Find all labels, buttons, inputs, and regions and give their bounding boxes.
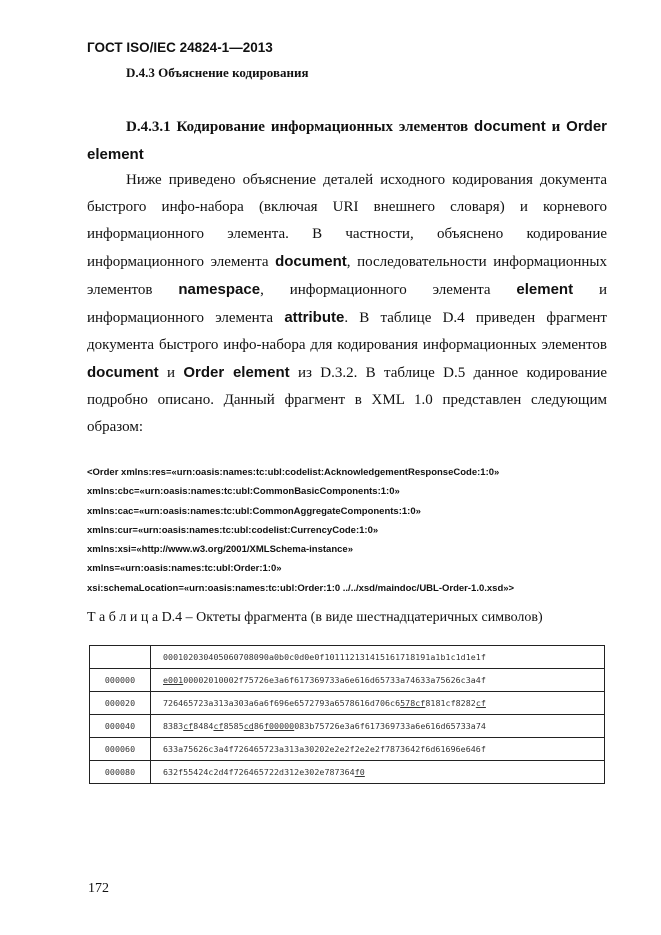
hex-cell xyxy=(151,715,605,738)
hex-segment-underlined: e001 xyxy=(163,675,184,685)
hex-segment: 8585 xyxy=(223,721,244,731)
paragraph-part: . В таблице D.4 приведен фрагмент документа быстрого инфо-набора для кодирования информационных элементов xyxy=(87,310,607,353)
hex-cell xyxy=(151,692,605,715)
hex-segment-underlined: 578cf xyxy=(400,698,426,708)
term-document: document xyxy=(87,364,159,381)
paragraph-part: из D.3.2. В таблице D.5 данное кодирование подробно описано. Данный фрагмент в XML 1.0 представлен следующим образом: xyxy=(87,365,608,435)
term-namespace: namespace xyxy=(178,281,261,298)
hex-segment-underlined: cd xyxy=(243,721,254,731)
table-row xyxy=(90,669,605,692)
page-number: 172 xyxy=(88,881,109,896)
offset-cell: 000080 xyxy=(90,761,151,784)
subsection-conj: и xyxy=(551,119,561,135)
hex-segment: 632f55424c2d4f726465722d312e302e787364 xyxy=(163,767,355,777)
code-line: xsi:schemaLocation=«urn:oasis:names:tc:ubl:Order:1:0 ../../xsd/maindoc/UBL-Order-1.0.xsd»> xyxy=(87,582,515,594)
table-header-row xyxy=(90,646,605,669)
hex-segment: 8181cf8282 xyxy=(425,698,476,708)
body-paragraph xyxy=(87,167,607,441)
table-row xyxy=(90,761,605,784)
offset-cell: 000040 xyxy=(90,715,151,738)
paragraph-part: и xyxy=(167,365,176,381)
offset-cell: 000020 xyxy=(90,692,151,715)
hex-cell xyxy=(151,669,605,692)
subsection-text: Кодирование информационных элементов xyxy=(176,119,469,135)
paragraph-part: , последовательности информационных элементов xyxy=(87,254,607,298)
hex-segment: 726465723a313a303a6a6f696e6572793a6578616d706c6 xyxy=(163,698,401,708)
octets-table xyxy=(89,645,605,784)
offset-cell: 000060 xyxy=(90,738,151,761)
hex-cell xyxy=(151,761,605,784)
table-row xyxy=(90,715,605,738)
table-row xyxy=(90,738,605,761)
table-caption: Т а б л и ц а D.4 – Октеты фрагмента (в виде шестнадцатеричных символов) xyxy=(87,610,543,625)
offset-cell: 000000 xyxy=(90,669,151,692)
paragraph-part: и информационного элемента xyxy=(87,282,608,326)
subsection-number: D.4.3.1 xyxy=(126,119,171,135)
hex-segment-underlined: f00000 xyxy=(263,721,295,731)
hex-segment: 00002010002f75726e3a6f617369733a6e616d65733a74633a75626c3a4f xyxy=(183,675,486,685)
term-order-element: Order element xyxy=(87,118,608,163)
subsection-heading xyxy=(87,113,607,169)
code-line: xmlns:cac=«urn:oasis:names:tc:ubl:CommonAggregateComponents:1:0» xyxy=(87,505,421,517)
term-attribute: attribute xyxy=(284,309,345,326)
paragraph-part: , информационного элемента xyxy=(260,282,491,298)
hex-segment: 86 xyxy=(253,721,264,731)
document-header: ГОСТ ISO/IEC 24824-1—2013 xyxy=(87,40,273,55)
term-document: document xyxy=(275,253,347,270)
hex-segment: 8383 xyxy=(163,721,184,731)
paragraph-part: Ниже приведено объяснение деталей исходного кодирования документа быстрого инфо-набора (включая URI внешнего словаря) и корневого информационного элемента. В частности, объяснено кодирование информационного элемента xyxy=(87,172,607,270)
hex-segment: 8484 xyxy=(193,721,214,731)
section-title: D.4.3 Объяснение кодирования xyxy=(126,65,309,80)
hex-segment-underlined: f0 xyxy=(354,767,365,777)
table-corner-cell xyxy=(90,646,151,669)
code-line: xmlns:cbc=«urn:oasis:names:tc:ubl:CommonBasicComponents:1:0» xyxy=(87,486,400,498)
term-document: document xyxy=(474,118,546,135)
hex-segment: 083b75726e3a6f617369733a6e616d65733a74 xyxy=(294,721,486,731)
xml-code-block xyxy=(87,463,627,598)
code-line: xmlns:cur=«urn:oasis:names:tc:ubl:codelist:CurrencyCode:1:0» xyxy=(87,524,379,536)
hex-segment-underlined: cf xyxy=(213,721,224,731)
code-line: xmlns=«urn:oasis:names:tc:ubl:Order:1:0» xyxy=(87,563,282,575)
hex-cell xyxy=(151,738,605,761)
header-hex-cell: 000102030405060708090a0b0c0d0e0f101112131415161718191a1b1c1d1e1f xyxy=(151,646,605,669)
hex-segment-underlined: cf xyxy=(183,721,194,731)
term-order-element: Order element xyxy=(183,364,290,381)
hex-segment-underlined: cf xyxy=(475,698,486,708)
code-line: <Order xmlns:res=«urn:oasis:names:tc:ubl:codelist:AcknowledgementResponseCode:1:0» xyxy=(87,467,500,478)
hex-segment: 633a75626c3a4f726465723a313a30202e2e2f2e2e2f7873642f6d61696e646f xyxy=(163,744,486,754)
term-element: element xyxy=(516,281,574,298)
table-row xyxy=(90,692,605,715)
code-line: xmlns:xsi=«http://www.w3.org/2001/XMLSchema-instance» xyxy=(87,544,353,556)
